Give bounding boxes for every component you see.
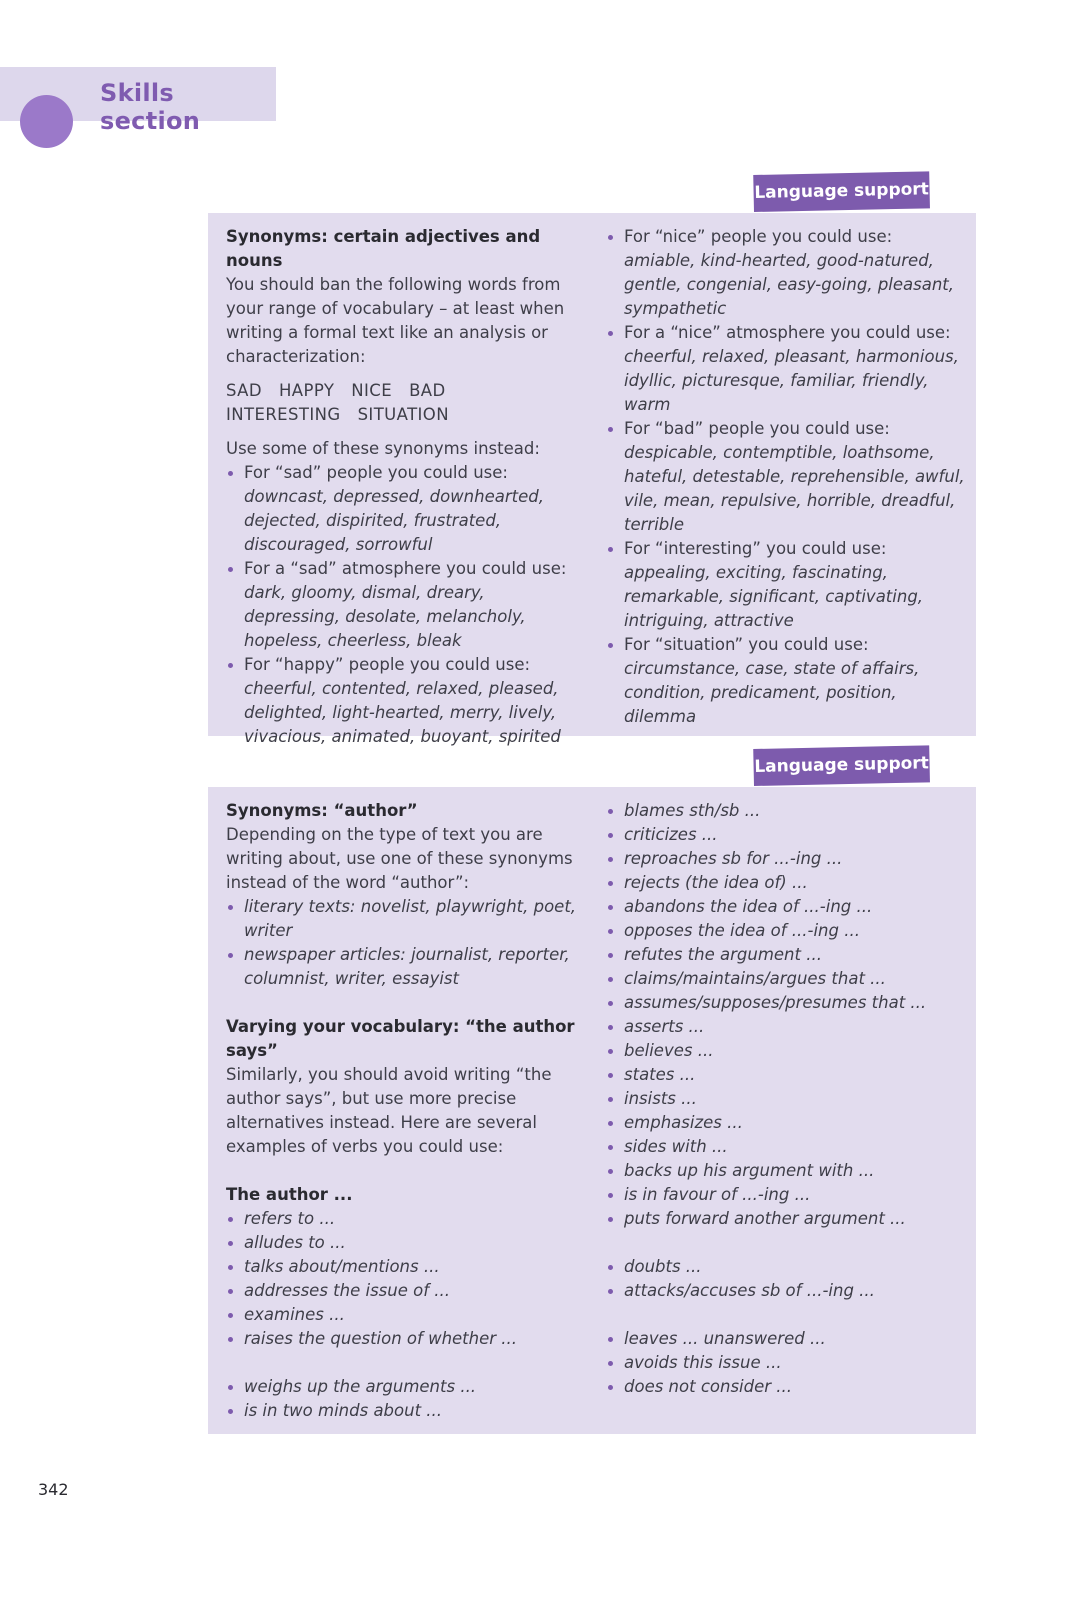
list-item: raises the question of whether ... <box>226 1327 581 1351</box>
list-item: opposes the idea of ...-ing ... <box>606 919 966 943</box>
list-item: For “sad” people you could use: downcast, depressed, downhearted, dejected, dispirited, frustrated, discouraged, sorrowful <box>226 461 581 557</box>
varying-vocabulary-heading: Varying your vocabulary: “the author says” <box>226 1017 575 1060</box>
box1-right-column <box>606 225 966 729</box>
list-item: insists ... <box>606 1087 966 1111</box>
skills-section-tab <box>0 67 276 135</box>
box1-heading: Synonyms: certain adjectives and nouns <box>226 227 541 270</box>
banned-word: INTERESTING <box>226 405 341 424</box>
list-item: emphasizes ... <box>606 1111 966 1135</box>
list-item: is in two minds about ... <box>226 1399 581 1423</box>
section-circle-decoration <box>20 95 73 148</box>
verbs-list-left-b <box>226 1375 581 1423</box>
list-item: refutes the argument ... <box>606 943 966 967</box>
box2-left-column <box>226 799 581 1423</box>
list-item: examines ... <box>226 1303 581 1327</box>
language-support-box-1 <box>208 213 976 746</box>
list-item: For “bad” people you could use: despicable, contemptible, loathsome, hateful, detestable, reprehensible, awful, vile, mean, repulsive, horrible, dreadful, terrible <box>606 417 966 537</box>
list-item: doubts ... <box>606 1255 966 1279</box>
varying-vocabulary-intro: Similarly, you should avoid writing “the author says”, but use more precise alternatives instead. Here are several examples of verbs you could use: <box>226 1065 552 1156</box>
list-item: assumes/supposes/presumes that ... <box>606 991 966 1015</box>
box2-right-column <box>606 799 966 1399</box>
list-item: literary texts: novelist, playwright, poet, writer <box>226 895 581 943</box>
the-author-heading: The author ... <box>226 1185 353 1204</box>
list-item: For a “nice” atmosphere you could use: cheerful, relaxed, pleasant, harmonious, idyllic, picturesque, familiar, friendly, warm <box>606 321 966 417</box>
list-item: For “interesting” you could use: appealing, exciting, fascinating, remarkable, significant, captivating, intriguing, attractive <box>606 537 966 633</box>
verbs-list-left-a <box>226 1207 581 1351</box>
banned-word: SITUATION <box>357 405 449 424</box>
verbs-list-right-b <box>606 1255 966 1303</box>
banned-word: SAD <box>226 381 262 400</box>
list-item: talks about/mentions ... <box>226 1255 581 1279</box>
list-item: attacks/accuses sb of ...-ing ... <box>606 1279 966 1303</box>
box1-right-list <box>606 225 966 729</box>
list-item: leaves ... unanswered ... <box>606 1327 966 1351</box>
box1-intro: You should ban the following words from your range of vocabulary – at least when writing a formal text like an analysis or characterization: <box>226 275 565 366</box>
list-item: criticizes ... <box>606 823 966 847</box>
language-support-tag-2: Language support <box>753 745 930 786</box>
list-item: sides with ... <box>606 1135 966 1159</box>
list-item: abandons the idea of ...-ing ... <box>606 895 966 919</box>
box1-left-list <box>226 461 581 749</box>
banned-word: NICE <box>351 381 393 400</box>
verbs-list-right-a <box>606 799 966 1231</box>
list-item: For “nice” people you could use: amiable, kind-hearted, good-natured, gentle, congenial, easy-going, pleasant, sympathetic <box>606 225 966 321</box>
verbs-list-right-c <box>606 1327 966 1399</box>
list-item: rejects (the idea of) ... <box>606 871 966 895</box>
box1-left-column <box>226 225 581 749</box>
author-synonyms-intro: Depending on the type of text you are writing about, use one of these synonyms instead of the word “author”: <box>226 825 573 892</box>
language-support-box-2 <box>208 787 976 1434</box>
list-item: states ... <box>606 1063 966 1087</box>
list-item: newspaper articles: journalist, reporter, columnist, writer, essayist <box>226 943 581 991</box>
list-item: is in favour of ...-ing ... <box>606 1183 966 1207</box>
list-item: refers to ... <box>226 1207 581 1231</box>
box1-lead: Use some of these synonyms instead: <box>226 439 540 458</box>
author-synonyms-heading: Synonyms: “author” <box>226 801 418 820</box>
banned-word: HAPPY <box>278 381 335 400</box>
author-synonyms-list <box>226 895 581 991</box>
list-item: avoids this issue ... <box>606 1351 966 1375</box>
list-item: weighs up the arguments ... <box>226 1375 581 1399</box>
list-item: does not consider ... <box>606 1375 966 1399</box>
list-item: alludes to ... <box>226 1231 581 1255</box>
list-item: asserts ... <box>606 1015 966 1039</box>
list-item: believes ... <box>606 1039 966 1063</box>
banned-words <box>226 379 581 427</box>
list-item: backs up his argument with ... <box>606 1159 966 1183</box>
list-item: reproaches sb for ...-ing ... <box>606 847 966 871</box>
banned-word: BAD <box>409 381 446 400</box>
list-item: puts forward another argument ... <box>606 1207 966 1231</box>
section-title: Skills section <box>100 79 201 135</box>
list-item: For a “sad” atmosphere you could use: dark, gloomy, dismal, dreary, depressing, desolate, melancholy, hopeless, cheerless, bleak <box>226 557 581 653</box>
language-support-tag-1: Language support <box>753 171 930 212</box>
list-item: claims/maintains/argues that ... <box>606 967 966 991</box>
list-item: For “happy” people you could use: cheerful, contented, relaxed, pleased, delighted, light-hearted, merry, lively, vivacious, animated, buoyant, spirited <box>226 653 581 749</box>
list-item: addresses the issue of ... <box>226 1279 581 1303</box>
page-number: 342 <box>38 1480 69 1499</box>
list-item: For “situation” you could use: circumstance, case, state of affairs, condition, predicament, position, dilemma <box>606 633 966 729</box>
list-item: blames sth/sb ... <box>606 799 966 823</box>
